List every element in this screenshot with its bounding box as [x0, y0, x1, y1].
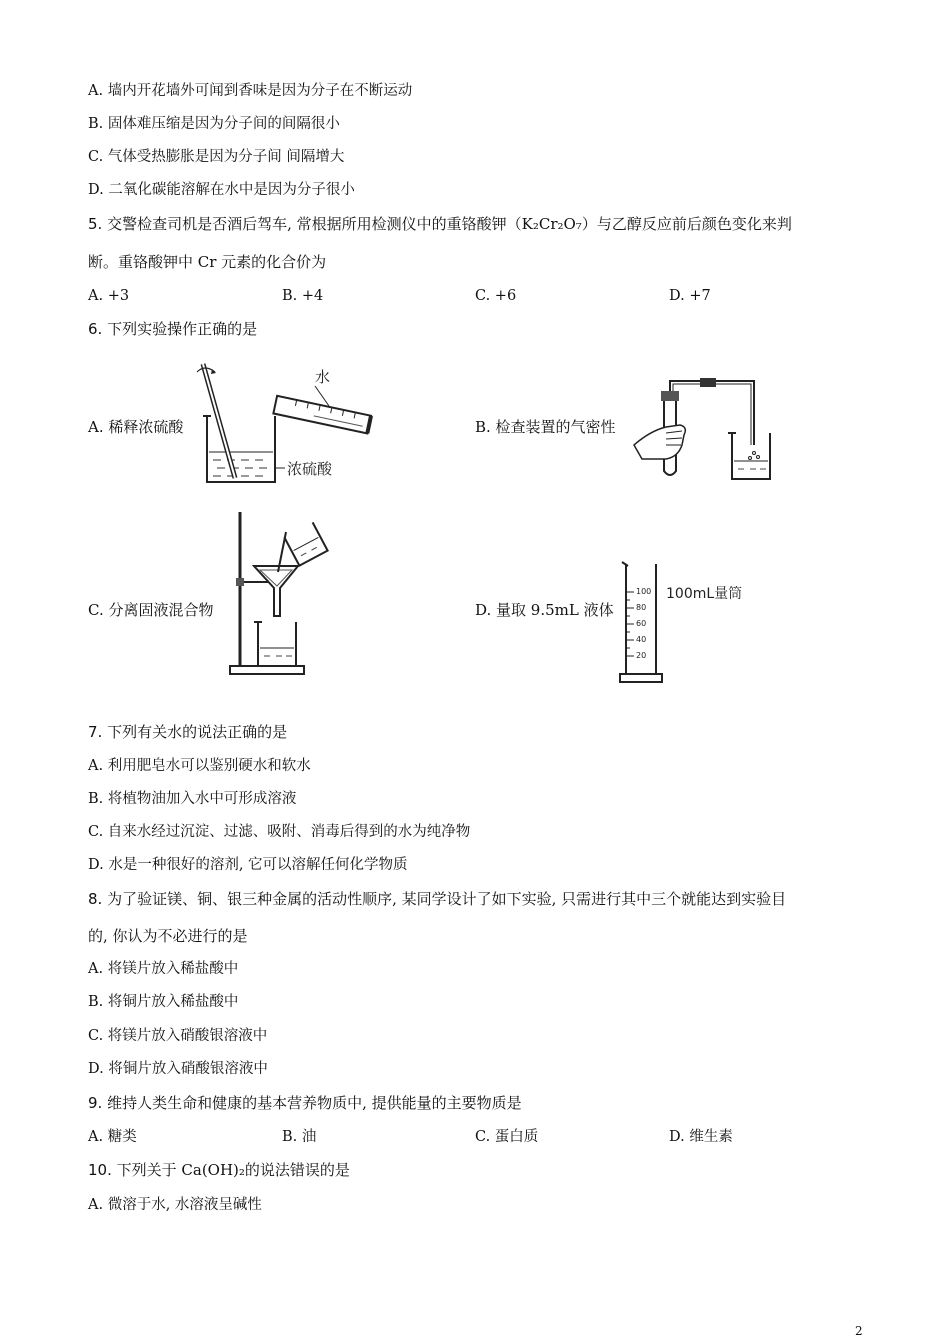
q8-number: 8.	[88, 890, 103, 908]
airtightness-check-figure	[630, 375, 780, 485]
q10-text: 下列关于 Ca(OH)₂的说法错误的是	[116, 1161, 350, 1179]
q6-a-acid-label: 浓硫酸	[287, 460, 333, 478]
q9-number: 9.	[88, 1094, 103, 1112]
q10-option-a: A. 微溶于水, 水溶液呈碱性	[88, 1197, 262, 1213]
q5-text-line1: 交警检查司机是否酒后驾车, 常根据所用检测仪中的重铬酸钾（K₂Cr₂O₇）与乙醇反应前后颜色变化来判	[107, 215, 792, 233]
q4-option-c: C. 气体受热膨胀是因为分子间 间隔增大	[88, 149, 345, 165]
q8-stem-line1	[88, 889, 786, 909]
filtration-figure	[226, 512, 341, 676]
q8-option-d: D. 将铜片放入硝酸银溶液中	[88, 1061, 268, 1077]
q7-option-c: C. 自来水经过沉淀、过滤、吸附、消毒后得到的水为纯净物	[88, 824, 471, 840]
q4-option-d: D. 二氧化碳能溶解在水中是因为分子很小	[88, 182, 355, 198]
cylinder-tick-60: 60	[636, 619, 647, 628]
q5-option-b: B. +4	[282, 288, 324, 304]
q6-d-cylinder-label: 100mL量筒	[666, 586, 743, 602]
cylinder-tick-100: 100	[636, 587, 652, 596]
q8-text-line2: 的, 你认为不必进行的是	[88, 927, 248, 945]
q7-stem	[88, 722, 287, 742]
q5-option-d: D. +7	[669, 288, 711, 304]
q9-option-d: D. 维生素	[669, 1129, 733, 1145]
q7-option-a: A. 利用肥皂水可以鉴别硬水和软水	[88, 758, 311, 774]
q9-text: 维持人类生命和健康的基本营养物质中, 提供能量的主要物质是	[107, 1094, 522, 1112]
graduated-cylinder-figure	[616, 556, 776, 684]
q5-number: 5.	[88, 215, 103, 233]
q9-option-b: B. 油	[282, 1129, 317, 1145]
q5-option-c: C. +6	[475, 288, 517, 304]
q6-a-water-label: 水	[315, 368, 331, 386]
q6-text: 下列实验操作正确的是	[107, 320, 258, 338]
q7-option-d: D. 水是一种很好的溶剂, 它可以溶解任何化学物质	[88, 857, 408, 873]
q5-text-line2: 断。重铬酸钾中 Cr 元素的化合价为	[88, 253, 327, 271]
dilute-acid-figure	[195, 360, 395, 488]
q6-stem	[88, 319, 257, 339]
q9-option-c: C. 蛋白质	[475, 1129, 539, 1145]
q6-c-label: C. 分离固液混合物	[88, 601, 214, 619]
q6-b-label: B. 检查装置的气密性	[475, 418, 616, 436]
q6-d-label: D. 量取 9.5mL 液体	[475, 601, 614, 619]
q4-option-b: B. 固体难压缩是因为分子间的间隔很小	[88, 116, 340, 132]
q7-text: 下列有关水的说法正确的是	[107, 723, 288, 741]
q8-option-a: A. 将镁片放入稀盐酸中	[88, 961, 239, 977]
q6-number: 6.	[88, 320, 103, 338]
q6-a-label: A. 稀释浓硫酸	[88, 418, 184, 436]
q10-stem	[88, 1160, 350, 1180]
q9-option-a: A. 糖类	[88, 1129, 137, 1145]
cylinder-tick-40: 40	[636, 635, 647, 644]
q8-option-c: C. 将镁片放入硝酸银溶液中	[88, 1028, 268, 1044]
page-number: 2	[855, 1324, 863, 1338]
cylinder-tick-20: 20	[636, 651, 647, 660]
q8-text-line1: 为了验证镁、铜、银三种金属的活动性顺序, 某同学设计了如下实验, 只需进行其中三个就能达到实验目	[107, 890, 787, 908]
q10-number: 10.	[88, 1161, 112, 1179]
q5-stem-line1	[88, 214, 792, 234]
q4-option-a: A. 墙内开花墙外可闻到香味是因为分子在不断运动	[88, 83, 413, 99]
q7-number: 7.	[88, 723, 103, 741]
q9-stem	[88, 1093, 522, 1113]
q5-option-a: A. +3	[88, 288, 130, 304]
cylinder-tick-80: 80	[636, 603, 647, 612]
q8-option-b: B. 将铜片放入稀盐酸中	[88, 994, 239, 1010]
q7-option-b: B. 将植物油加入水中可形成溶液	[88, 791, 297, 807]
